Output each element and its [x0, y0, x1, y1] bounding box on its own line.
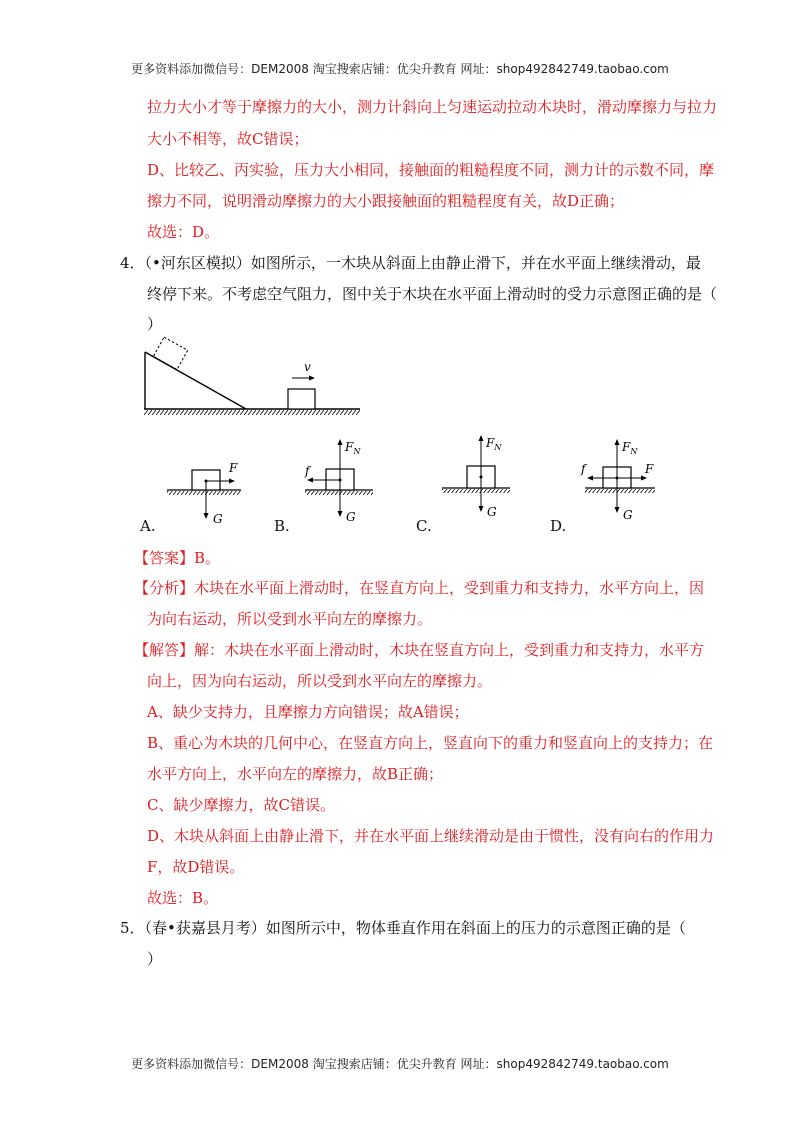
option-d-diagram	[575, 435, 665, 530]
solution-line: F，故D错误。	[147, 858, 245, 876]
force-label-f: f	[305, 464, 310, 478]
force-label-FN: $F_N$	[486, 436, 502, 452]
option-c-label: C.	[416, 517, 432, 535]
analysis-line: 为向右运动，所以受到水平向左的摩擦力。	[147, 610, 433, 628]
answer-line: 【答案】B。	[134, 549, 221, 567]
text-line: 拉力大小才等于摩擦力的大小，测力计斜向上匀速运动拉动木块时，滑动摩擦力与拉力	[147, 98, 718, 116]
solution-line: A、缺少支持力，且摩擦力方向错误；故A错误；	[147, 703, 469, 721]
solution-line: 故选：B。	[147, 889, 219, 907]
force-label-f: f	[581, 462, 586, 476]
force-label-F: F	[229, 461, 238, 475]
question-4-text: 终停下来。不考虑空气阻力，图中关于木块在水平面上滑动时的受力示意图正确的是（	[147, 285, 718, 303]
question-5-text: ）	[147, 950, 163, 968]
force-label-G: G	[346, 510, 356, 524]
solution-line: D、木块从斜面上由静止滑下，并在水平面上继续滑动是由于惯性，没有向右的作用力	[147, 827, 715, 845]
force-label-FN: $F_N$	[622, 440, 638, 456]
velocity-label: v	[304, 360, 311, 374]
option-a-diagram	[165, 455, 245, 535]
solution-line: 水平方向上，水平向左的摩擦力，故B正确；	[147, 765, 444, 783]
page-header: 更多资料添加微信号：DEM2008 淘宝搜索店铺：优尖升教育 网址：shop492842749.taobao.com	[131, 62, 669, 76]
force-label-G: G	[623, 508, 633, 522]
question-4-text: ）	[147, 315, 163, 333]
question-5-text: 5．（春•获嘉县月考）如图所示中，物体垂直作用在斜面上的压力的示意图正确的是（	[120, 919, 686, 937]
text-line: 大小不相等，故C错误；	[147, 130, 309, 148]
solution-line: 【解答】解：木块在水平面上滑动时，木块在竖直方向上，受到重力和支持力，水平方	[134, 641, 705, 659]
analysis-line: 【分析】木块在水平面上滑动时，在竖直方向上，受到重力和支持力，水平方向上，因	[134, 579, 705, 597]
solution-line: B、重心为木块的几何中心，在竖直方向上，竖直向下的重力和竖直向上的支持力；在	[147, 734, 714, 752]
text-line: 故选：D。	[147, 223, 220, 241]
solution-line: C、缺少摩擦力，故C错误。	[147, 796, 335, 814]
incline-figure	[140, 340, 370, 420]
force-label-F: F	[645, 462, 654, 476]
option-b-diagram	[295, 435, 380, 535]
solution-line: 向上，因为向右运动，所以受到水平向左的摩擦力。	[147, 672, 493, 690]
option-a-label: A.	[140, 517, 156, 535]
force-label-FN: $F_N$	[345, 440, 361, 456]
text-line: 擦力不同，说明滑动摩擦力的大小跟接触面的粗糙程度有关，故D正确；	[147, 192, 625, 210]
page-footer: 更多资料添加微信号：DEM2008 淘宝搜索店铺：优尖升教育 网址：shop492842749.taobao.com	[131, 1057, 669, 1071]
force-label-G: G	[213, 512, 223, 526]
force-label-G: G	[487, 505, 497, 519]
option-b-label: B.	[274, 517, 290, 535]
option-c-diagram	[438, 430, 523, 525]
text-line: D、比较乙、丙实验，压力大小相同，接触面的粗糙程度不同，测力计的示数不同，摩	[147, 161, 715, 179]
question-4-text: 4．（•河东区模拟）如图所示，一木块从斜面上由静止滑下，并在水平面上继续滑动，最	[120, 254, 701, 272]
option-d-label: D.	[550, 517, 567, 535]
